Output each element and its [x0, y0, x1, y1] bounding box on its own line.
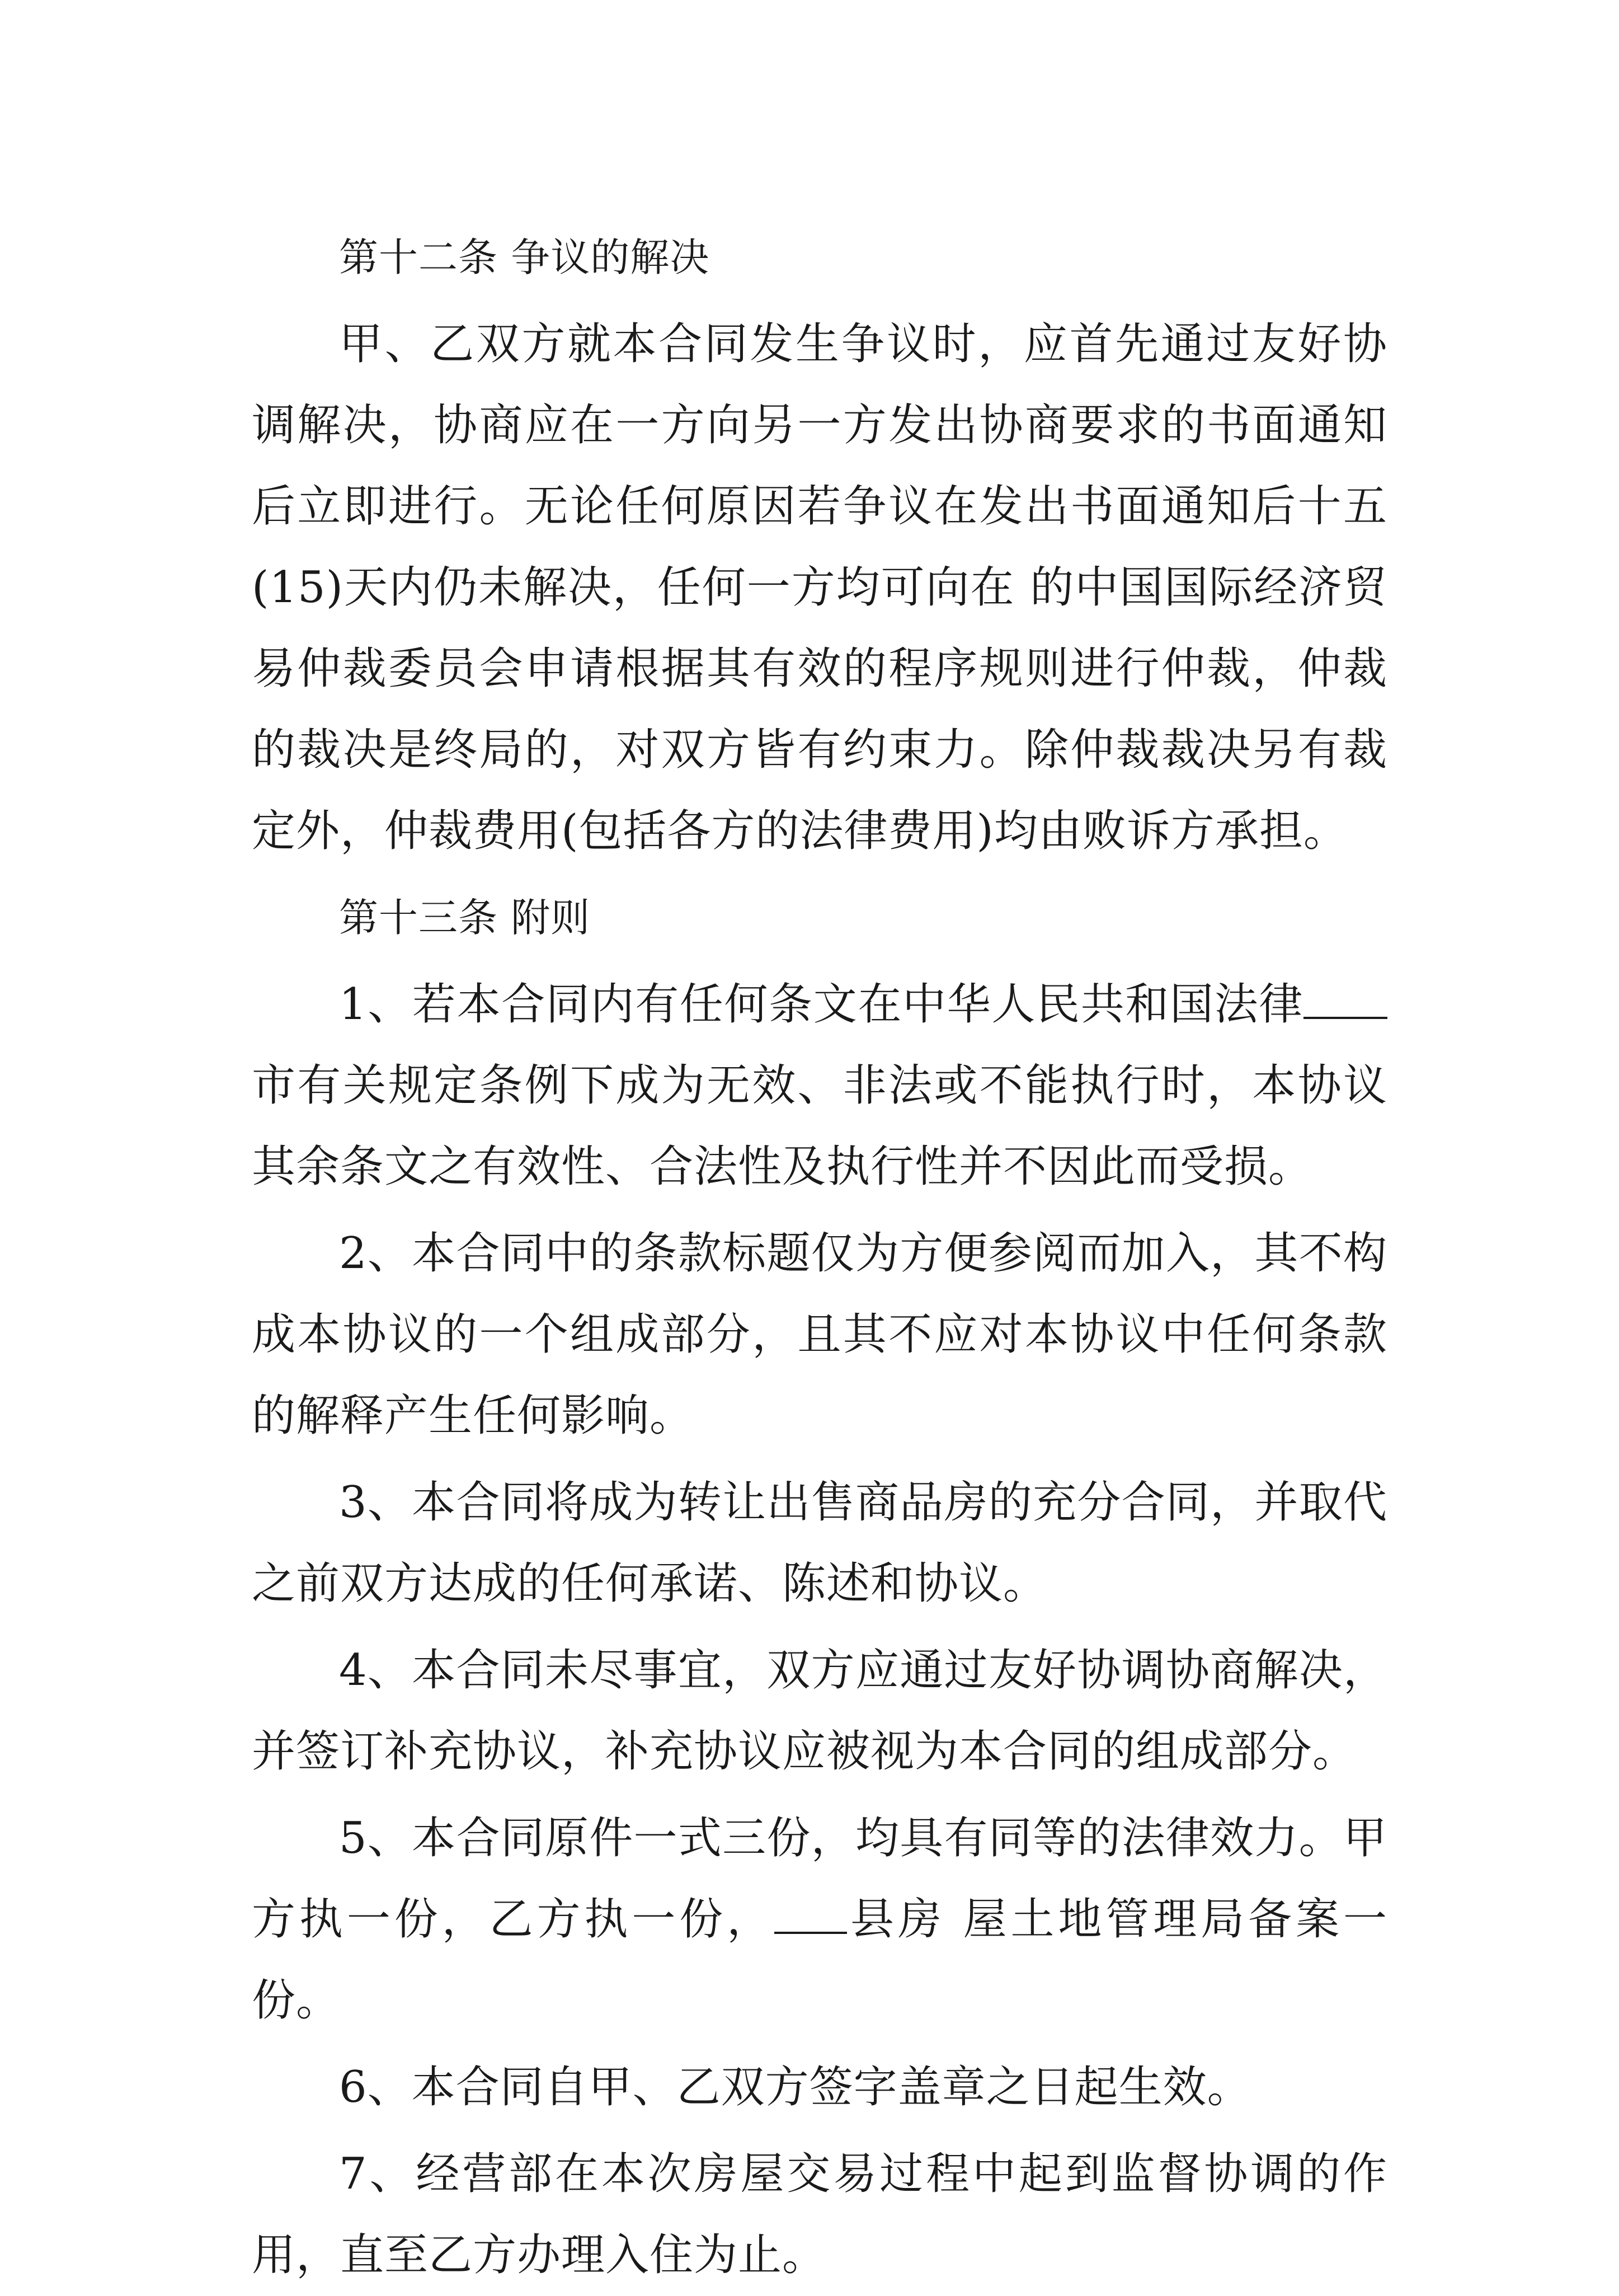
- article-13-item-7: 7、经营部在本次房屋交易过程中起到监督协调的作用，直至乙方办理入住为止。: [252, 2149, 1387, 2280]
- spacer: [252, 2041, 1387, 2047]
- article-13-heading: 第十三条 附则: [339, 895, 591, 941]
- spacer: [252, 298, 1387, 304]
- spacer: [252, 1457, 1387, 1462]
- article-13-item-1: [252, 964, 1387, 1208]
- blank-line: [1303, 983, 1387, 1019]
- spacer: [252, 1624, 1387, 1630]
- article-13-item-6: 6、本合同自甲、乙双方签字盖章之日起生效。: [339, 2062, 1251, 2112]
- article-13-item-5: [252, 1798, 1387, 2041]
- article-13-item-4: 4、本合同未尽事宜，双方应通过友好协调协商解决，并签订补充协议，补充协议应被视为本合同的组成部分。: [252, 1645, 1387, 1777]
- spacer: [252, 2128, 1387, 2134]
- article-12-body: 甲、乙双方就本合同发生争议时，应首先通过友好协调解决，协商应在一方向另一方发出协商要求的书面通知后立即进行。无论任何原因若争议在发出书面通知后十五(15)天内仍未解决，任何一方均可向在 的中国国际经济贸易仲裁委员会申请根据其有效的程序规则进行仲裁，仲裁的裁决是终局的，对双方皆有约束力。除仲裁裁决另有裁定外，仲裁费用(包括各方的法律费用)均由败诉方承担。: [252, 319, 1387, 856]
- article-13-item-3: 3、本合同将成为转让出售商品房的充分合同，并取代之前双方达成的任何承诺、陈述和协议。: [252, 1477, 1387, 1609]
- item-1-text-after: 市有关规定条例下成为无效、非法或不能执行时，本协议其余条文之有效性、合法性及执行性并不因此而受损。: [252, 1060, 1387, 1192]
- document-page: [252, 217, 1387, 2296]
- spacer: [252, 872, 1387, 877]
- blank-line: [774, 1898, 847, 1934]
- article-13-item-2: 2、本合同中的条款标题仅为方便参阅而加入，其不构成本协议的一个组成部分，且其不应对本协议中任何条款的解释产生任何影响。: [252, 1228, 1387, 1441]
- spacer: [252, 1208, 1387, 1213]
- spacer: [252, 1792, 1387, 1798]
- article-12-heading: 第十二条 争议的解决: [339, 234, 710, 280]
- spacer: [252, 959, 1387, 964]
- item-5-text-after: 县房 屋土地管理局备案一份。: [252, 1894, 1387, 2026]
- item-5-text-before: 5、本合同原件一式三份，均具有同等的法律效力。甲方执一份，乙方执一份，: [252, 1813, 1387, 1945]
- item-1-text-before: 1、若本合同内有任何条文在中华人民共和国法律: [339, 979, 1303, 1030]
